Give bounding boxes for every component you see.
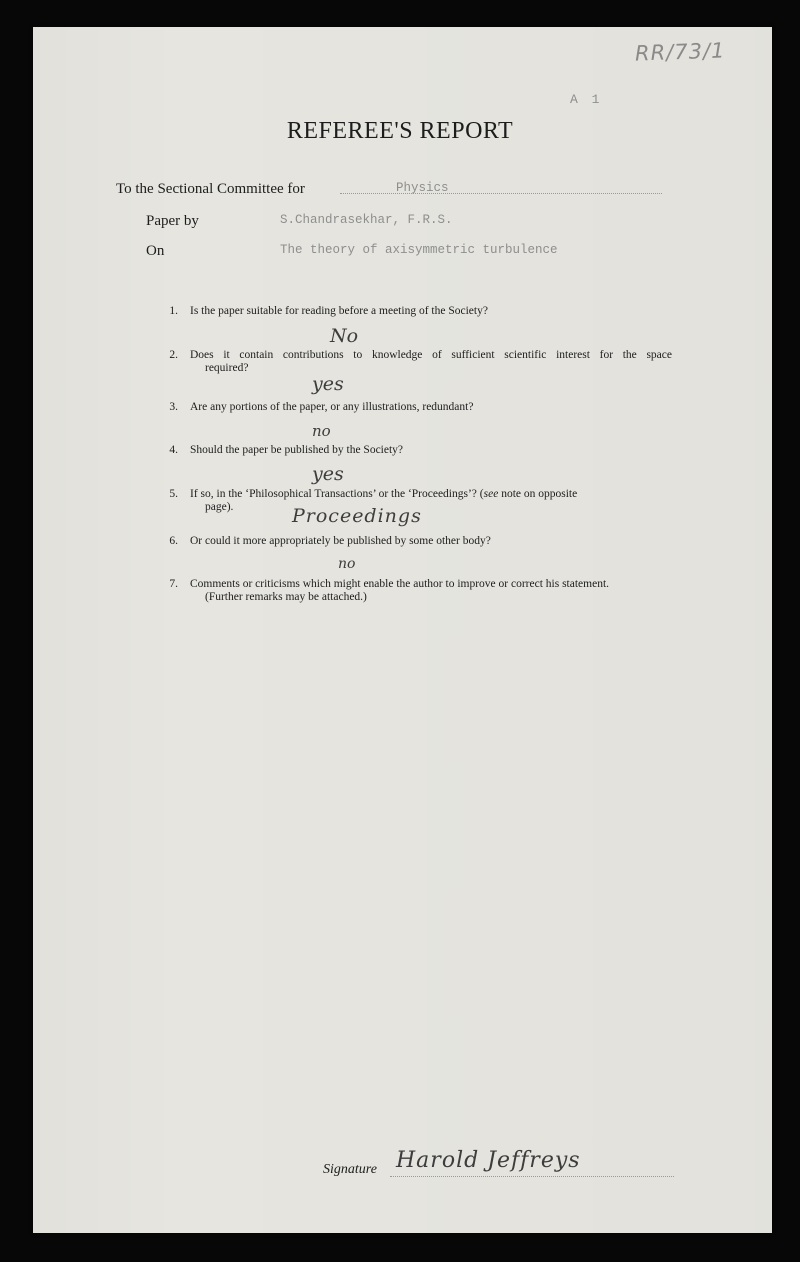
handwritten-answer: yes — [312, 373, 344, 395]
handwritten-signature: Harold Jeffreys — [396, 1148, 581, 1173]
question-text: Should the paper be published by the Society? — [190, 444, 404, 456]
question-text-line-1: If so, in the ‘Philosophical Transactions’ or the ‘Proceedings’? (see note on opposite — [190, 488, 578, 500]
handwritten-answer: no — [338, 556, 356, 572]
question-number: 1. — [169, 305, 178, 317]
report-form-sheet — [33, 27, 772, 1233]
handwritten-answer: Proceedings — [292, 505, 422, 527]
paper-by-label: Paper by — [146, 213, 199, 229]
question-text-line-2: (Further remarks may be attached.) — [205, 591, 367, 603]
signature-label: Signature — [323, 1162, 377, 1177]
question-number: 5. — [169, 488, 178, 500]
question-text: Are any portions of the paper, or any illustrations, redundant? — [190, 401, 474, 413]
committee-label: To the Sectional Committee for — [116, 181, 305, 197]
handwritten-answer: No — [330, 325, 359, 347]
committee-value: Physics — [396, 181, 449, 195]
question-number: 6. — [169, 535, 178, 547]
archive-reference: RR/73/1 — [634, 38, 726, 66]
question-text-line-1: Comments or criticisms which might enable the author to improve or correct his statement. — [190, 578, 610, 590]
question-text-line-2: required? — [205, 362, 249, 374]
question-text: Is the paper suitable for reading before a meeting of the Society? — [190, 305, 488, 317]
paper-by-value: S.Chandrasekhar, F.R.S. — [280, 213, 453, 227]
signature-dotted-line — [390, 1176, 674, 1177]
question-text-line-1: Does it contain contributions to knowledge of sufficient scientific interest for the space — [190, 349, 672, 361]
question-number: 4. — [169, 444, 178, 456]
handwritten-answer: yes — [312, 463, 344, 485]
form-code: A 1 — [570, 92, 603, 107]
question-number: 3. — [169, 401, 178, 413]
question-text: Or could it more appropriately be published by some other body? — [190, 535, 491, 547]
form-title: REFEREE'S REPORT — [286, 118, 514, 144]
on-label: On — [146, 243, 165, 259]
committee-dotted-line — [340, 193, 662, 194]
question-text-line-2: page). — [205, 501, 234, 513]
handwritten-answer: no — [312, 422, 331, 440]
question-number: 2. — [169, 349, 178, 361]
on-value: The theory of axisymmetric turbulence — [280, 243, 558, 257]
question-number: 7. — [169, 578, 178, 590]
